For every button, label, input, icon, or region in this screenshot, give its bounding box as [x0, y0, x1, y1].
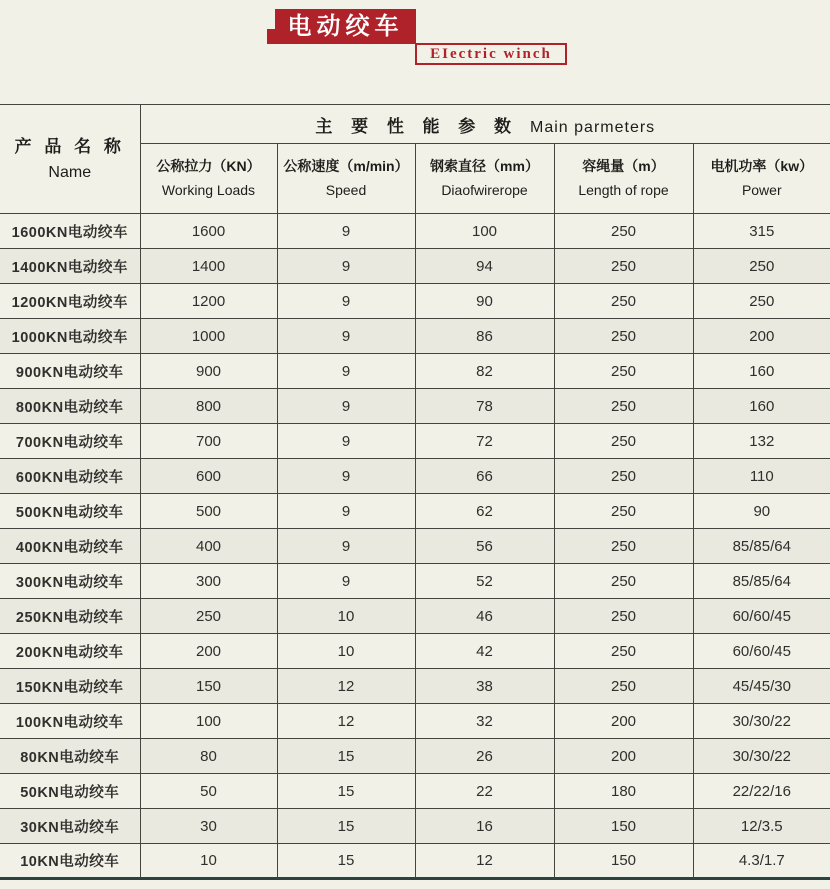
cell-rope-length: 250: [554, 284, 693, 319]
name-header-cn: 产 品 名 称: [14, 136, 125, 156]
table-row: [0, 424, 830, 459]
cell-working-load: 100: [140, 704, 277, 739]
table-row: [0, 774, 830, 809]
cell-working-load: 200: [140, 634, 277, 669]
cell-speed: 10: [277, 599, 415, 634]
table-row: [0, 389, 830, 424]
cell-speed: 9: [277, 354, 415, 389]
product-name: 400KN电动绞车: [0, 529, 140, 564]
col-working-loads-cn: 公称拉力（KN）: [156, 158, 261, 175]
cell-power: 90: [693, 494, 830, 529]
cell-rope-length: 180: [554, 774, 693, 809]
cell-speed: 12: [277, 669, 415, 704]
table-row: [0, 704, 830, 739]
col-rope-length-en: Length of rope: [578, 181, 669, 198]
col-power-en: Power: [741, 181, 782, 198]
cell-speed: 9: [277, 564, 415, 599]
cell-rope-length: 200: [554, 739, 693, 774]
product-name: 1000KN电动绞车: [0, 319, 140, 354]
cell-working-load: 250: [140, 599, 277, 634]
cell-power: 60/60/45: [693, 634, 830, 669]
cell-rope-length: 250: [554, 669, 693, 704]
cell-wire-diameter: 42: [415, 634, 554, 669]
product-name: 1200KN电动绞车: [0, 284, 140, 319]
product-name: 1400KN电动绞车: [0, 249, 140, 284]
cell-wire-diameter: 66: [415, 459, 554, 494]
table-row: [0, 319, 830, 354]
cell-wire-diameter: 100: [415, 214, 554, 249]
cell-rope-length: 250: [554, 529, 693, 564]
product-name: 50KN电动绞车: [0, 774, 140, 809]
cell-working-load: 700: [140, 424, 277, 459]
column-header-rope-length: [554, 144, 693, 214]
cell-speed: 12: [277, 704, 415, 739]
title-banner: [267, 9, 416, 44]
cell-power: 85/85/64: [693, 529, 830, 564]
product-name: 600KN电动绞车: [0, 459, 140, 494]
group-header-cn: 主 要 性 能 参 数: [315, 116, 519, 136]
cell-working-load: 30: [140, 809, 277, 844]
cell-working-load: 500: [140, 494, 277, 529]
table-row: [0, 249, 830, 284]
product-name: 10KN电动绞车: [0, 844, 140, 879]
cell-rope-length: 200: [554, 704, 693, 739]
product-name: 30KN电动绞车: [0, 809, 140, 844]
cell-working-load: 1400: [140, 249, 277, 284]
cell-working-load: 1200: [140, 284, 277, 319]
col-wire-diameter-en: Diaofwirerope: [441, 181, 528, 198]
cell-wire-diameter: 38: [415, 669, 554, 704]
cell-working-load: 800: [140, 389, 277, 424]
cell-speed: 9: [277, 319, 415, 354]
cell-wire-diameter: 12: [415, 844, 554, 879]
table-row: [0, 739, 830, 774]
cell-power: 12/3.5: [693, 809, 830, 844]
cell-power: 200: [693, 319, 830, 354]
table-row: [0, 564, 830, 599]
cell-wire-diameter: 62: [415, 494, 554, 529]
cell-working-load: 400: [140, 529, 277, 564]
cell-rope-length: 250: [554, 319, 693, 354]
column-header-power: [693, 144, 830, 214]
cell-rope-length: 250: [554, 564, 693, 599]
cell-power: 132: [693, 424, 830, 459]
cell-working-load: 150: [140, 669, 277, 704]
col-power-cn: 电机功率（kw）: [710, 158, 814, 175]
cell-power: 160: [693, 354, 830, 389]
table-row: [0, 494, 830, 529]
col-wire-diameter-cn: 钢索直径（mm）: [430, 158, 539, 175]
cell-speed: 15: [277, 844, 415, 879]
cell-power: 160: [693, 389, 830, 424]
cell-power: 60/60/45: [693, 599, 830, 634]
col-working-loads-en: Working Loads: [161, 181, 256, 198]
cell-speed: 15: [277, 774, 415, 809]
cell-wire-diameter: 16: [415, 809, 554, 844]
product-name: 250KN电动绞车: [0, 599, 140, 634]
cell-power: 4.3/1.7: [693, 844, 830, 879]
table-row: [0, 284, 830, 319]
cell-working-load: 900: [140, 354, 277, 389]
product-name: 150KN电动绞车: [0, 669, 140, 704]
cell-power: 45/45/30: [693, 669, 830, 704]
cell-rope-length: 250: [554, 634, 693, 669]
product-name: 500KN电动绞车: [0, 494, 140, 529]
cell-rope-length: 150: [554, 844, 693, 879]
cell-working-load: 1000: [140, 319, 277, 354]
cell-speed: 9: [277, 424, 415, 459]
cell-working-load: 80: [140, 739, 277, 774]
cell-power: 250: [693, 284, 830, 319]
cell-speed: 9: [277, 494, 415, 529]
cell-rope-length: 150: [554, 809, 693, 844]
cell-working-load: 10: [140, 844, 277, 879]
cell-rope-length: 250: [554, 599, 693, 634]
cell-power: 30/30/22: [693, 739, 830, 774]
cell-speed: 9: [277, 284, 415, 319]
col-speed-cn: 公称速度（m/min）: [283, 158, 409, 175]
page-subtitle: EIectric winch: [415, 43, 567, 65]
cell-rope-length: 250: [554, 389, 693, 424]
cell-speed: 10: [277, 634, 415, 669]
cell-wire-diameter: 94: [415, 249, 554, 284]
column-header-speed: [277, 144, 415, 214]
table-row: [0, 669, 830, 704]
spec-table: [0, 104, 830, 880]
cell-wire-diameter: 52: [415, 564, 554, 599]
table-row: [0, 354, 830, 389]
column-header-wire-diameter: [415, 144, 554, 214]
cell-wire-diameter: 56: [415, 529, 554, 564]
cell-rope-length: 250: [554, 214, 693, 249]
cell-power: 30/30/22: [693, 704, 830, 739]
product-name: 200KN电动绞车: [0, 634, 140, 669]
group-header-en: Main parmeters: [530, 118, 656, 136]
cell-wire-diameter: 78: [415, 389, 554, 424]
cell-power: 315: [693, 214, 830, 249]
product-name: 900KN电动绞车: [0, 354, 140, 389]
cell-working-load: 600: [140, 459, 277, 494]
column-header-working-loads: [140, 144, 277, 214]
banner-notch: [267, 9, 275, 29]
cell-power: 110: [693, 459, 830, 494]
product-name: 300KN电动绞车: [0, 564, 140, 599]
name-header-en: Name: [48, 163, 92, 181]
table-row: [0, 844, 830, 879]
cell-wire-diameter: 86: [415, 319, 554, 354]
table-row: [0, 214, 830, 249]
cell-wire-diameter: 32: [415, 704, 554, 739]
cell-speed: 15: [277, 809, 415, 844]
cell-wire-diameter: 22: [415, 774, 554, 809]
cell-working-load: 300: [140, 564, 277, 599]
product-name: 700KN电动绞车: [0, 424, 140, 459]
table-row: [0, 529, 830, 564]
cell-wire-diameter: 90: [415, 284, 554, 319]
col-rope-length-cn: 容绳量（m）: [582, 158, 665, 175]
table-row: [0, 599, 830, 634]
product-name: 800KN电动绞车: [0, 389, 140, 424]
cell-power: 22/22/16: [693, 774, 830, 809]
cell-power: 250: [693, 249, 830, 284]
col-speed-en: Speed: [325, 181, 367, 198]
cell-working-load: 50: [140, 774, 277, 809]
cell-speed: 15: [277, 739, 415, 774]
cell-rope-length: 250: [554, 459, 693, 494]
table-body: [0, 214, 830, 879]
cell-rope-length: 250: [554, 249, 693, 284]
cell-working-load: 1600: [140, 214, 277, 249]
table-row: [0, 634, 830, 669]
table-row: [0, 809, 830, 844]
cell-rope-length: 250: [554, 494, 693, 529]
cell-wire-diameter: 72: [415, 424, 554, 459]
cell-speed: 9: [277, 389, 415, 424]
cell-rope-length: 250: [554, 424, 693, 459]
product-name: 80KN电动绞车: [0, 739, 140, 774]
cell-speed: 9: [277, 214, 415, 249]
product-name: 100KN电动绞车: [0, 704, 140, 739]
group-header: [140, 105, 830, 144]
page-title: 电动绞车: [287, 13, 404, 40]
cell-power: 85/85/64: [693, 564, 830, 599]
cell-wire-diameter: 46: [415, 599, 554, 634]
cell-wire-diameter: 26: [415, 739, 554, 774]
cell-speed: 9: [277, 529, 415, 564]
cell-speed: 9: [277, 459, 415, 494]
cell-speed: 9: [277, 249, 415, 284]
cell-wire-diameter: 82: [415, 354, 554, 389]
cell-rope-length: 250: [554, 354, 693, 389]
column-header-name: [0, 105, 140, 214]
product-name: 1600KN电动绞车: [0, 214, 140, 249]
table-row: [0, 459, 830, 494]
